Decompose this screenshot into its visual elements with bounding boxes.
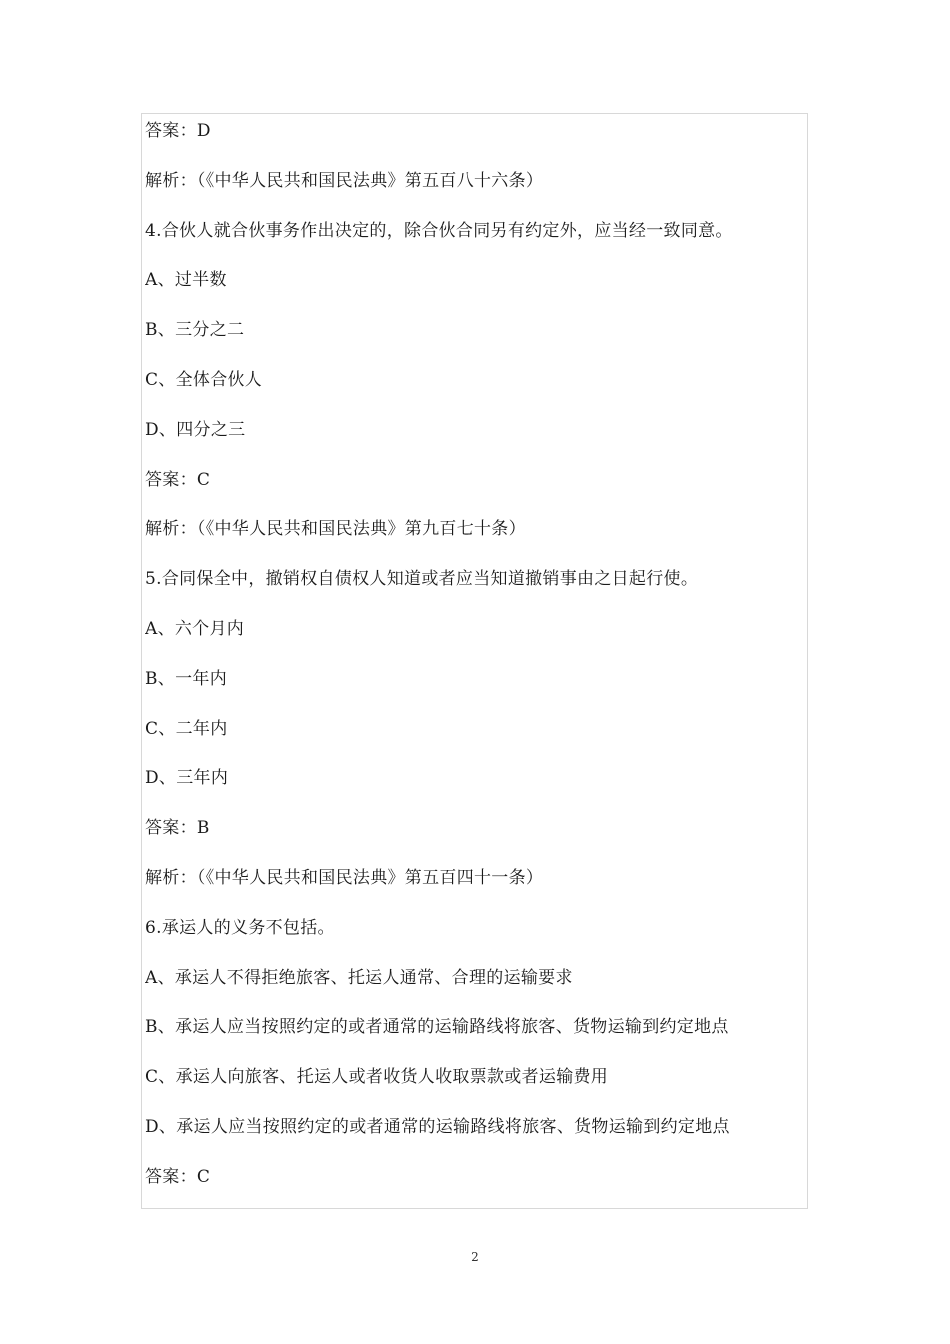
option-line: A、承运人不得拒绝旅客、托运人通常、合理的运输要求: [145, 967, 573, 988]
analysis-line: 解析：（《中华人民共和国民法典》第五百四十一条）: [145, 867, 544, 888]
option-line: C、全体合伙人: [145, 369, 263, 390]
answer-line: 答案：C: [145, 469, 211, 490]
answer-line: 答案：B: [145, 818, 210, 839]
page-number: 2: [471, 1250, 479, 1264]
question-line: 5.合同保全中，撤销权自债权人知道或者应当知道撤销事由之日起行使。: [145, 569, 699, 590]
option-line: D、三年内: [145, 768, 229, 789]
option-line: D、四分之三: [145, 419, 246, 440]
analysis-line: 解析：（《中华人民共和国民法典》第五百八十六条）: [145, 170, 544, 191]
option-line: B、一年内: [145, 668, 227, 689]
option-line: A、过半数: [145, 270, 227, 291]
option-line: C、二年内: [145, 718, 228, 739]
answer-line: 答案：C: [145, 1166, 211, 1187]
question-line: 4.合伙人就合伙事务作出决定的，除合伙合同另有约定外，应当经一致同意。: [145, 220, 733, 241]
document-body: [145, 115, 805, 1211]
option-line: B、三分之二: [145, 320, 245, 341]
option-line: B、承运人应当按照约定的或者通常的运输路线将旅客、货物运输到约定地点: [145, 1017, 729, 1038]
option-line: A、六个月内: [145, 618, 245, 639]
option-line: D、承运人应当按照约定的或者通常的运输路线将旅客、货物运输到约定地点: [145, 1116, 730, 1137]
option-line: C、承运人向旅客、托运人或者收货人收取票款或者运输费用: [145, 1067, 609, 1088]
answer-line: 答案：D: [145, 121, 211, 141]
question-line: 6.承运人的义务不包括。: [145, 917, 335, 938]
analysis-line: 解析：（《中华人民共和国民法典》第九百七十条）: [145, 519, 526, 540]
